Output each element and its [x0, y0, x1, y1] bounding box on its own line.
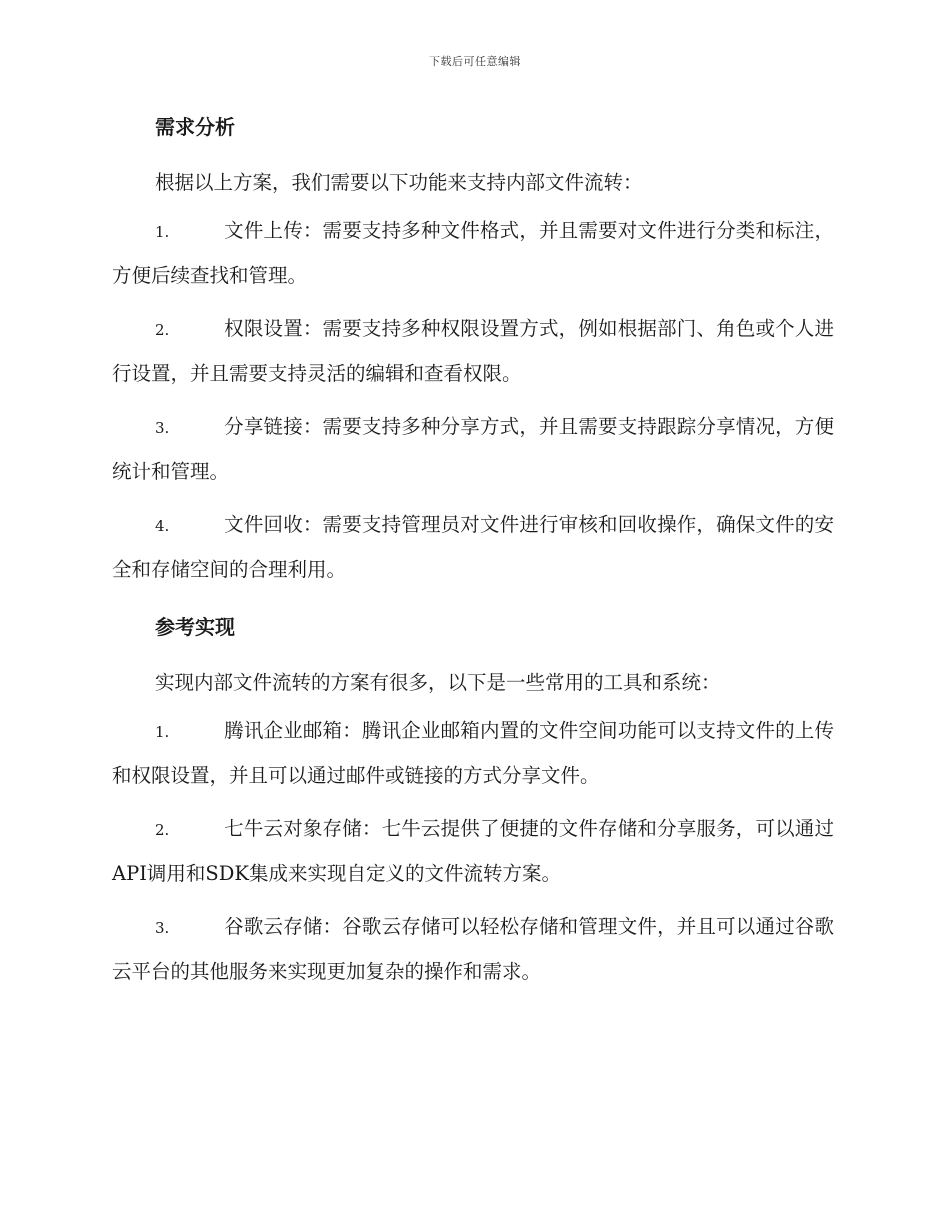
section-requirements — [112, 110, 834, 592]
list-item — [112, 405, 834, 494]
list-item — [112, 503, 834, 592]
section-reference-implementation — [112, 610, 834, 994]
list-item-text: 七牛云对象存储：七牛云提供了便捷的文件存储和分享服务，可以通过API调用和SDK集成来实现自定义的文件流转方案。 — [112, 817, 834, 885]
list-item-number: 2. — [155, 321, 170, 339]
list-item-text: 谷歌云存储：谷歌云存储可以轻松存储和管理文件，并且可以通过谷歌云平台的其他服务来实现更加复杂的操作和需求。 — [112, 915, 834, 983]
list-item — [112, 209, 834, 298]
list-item-text: 腾讯企业邮箱：腾讯企业邮箱内置的文件空间功能可以支持文件的上传和权限设置，并且可以通过邮件或链接的方式分享文件。 — [112, 719, 834, 787]
list-item-text: 分享链接：需要支持多种分享方式，并且需要支持跟踪分享情况，方便统计和管理。 — [112, 415, 834, 483]
list-item-text: 文件上传：需要支持多种文件格式，并且需要对文件进行分类和标注，方便后续查找和管理。 — [112, 219, 834, 287]
page-header: 下载后可任意编辑 — [429, 55, 521, 68]
list-item-number: 3. — [155, 419, 170, 437]
section-intro: 实现内部文件流转的方案有很多，以下是一些常用的工具和系统： — [155, 671, 721, 694]
section-intro: 根据以上方案，我们需要以下功能来支持内部文件流转： — [155, 171, 643, 194]
list-item-number: 1. — [155, 723, 170, 741]
list-item-number: 3. — [155, 919, 170, 937]
list-item — [112, 307, 834, 396]
section-heading: 参考实现 — [155, 615, 235, 639]
list-item — [112, 905, 834, 994]
list-item-number: 4. — [155, 517, 170, 535]
list-item-number: 1. — [155, 223, 170, 241]
list-item-text: 文件回收：需要支持管理员对文件进行审核和回收操作，确保文件的安全和存储空间的合理利用。 — [112, 513, 834, 581]
list-item — [112, 807, 834, 896]
list-item-text: 权限设置：需要支持多种权限设置方式，例如根据部门、角色或个人进行设置，并且需要支持灵活的编辑和查看权限。 — [112, 317, 834, 385]
document-body — [112, 110, 834, 994]
list-item-number: 2. — [155, 821, 170, 839]
list-item — [112, 709, 834, 798]
section-heading: 需求分析 — [155, 115, 235, 139]
